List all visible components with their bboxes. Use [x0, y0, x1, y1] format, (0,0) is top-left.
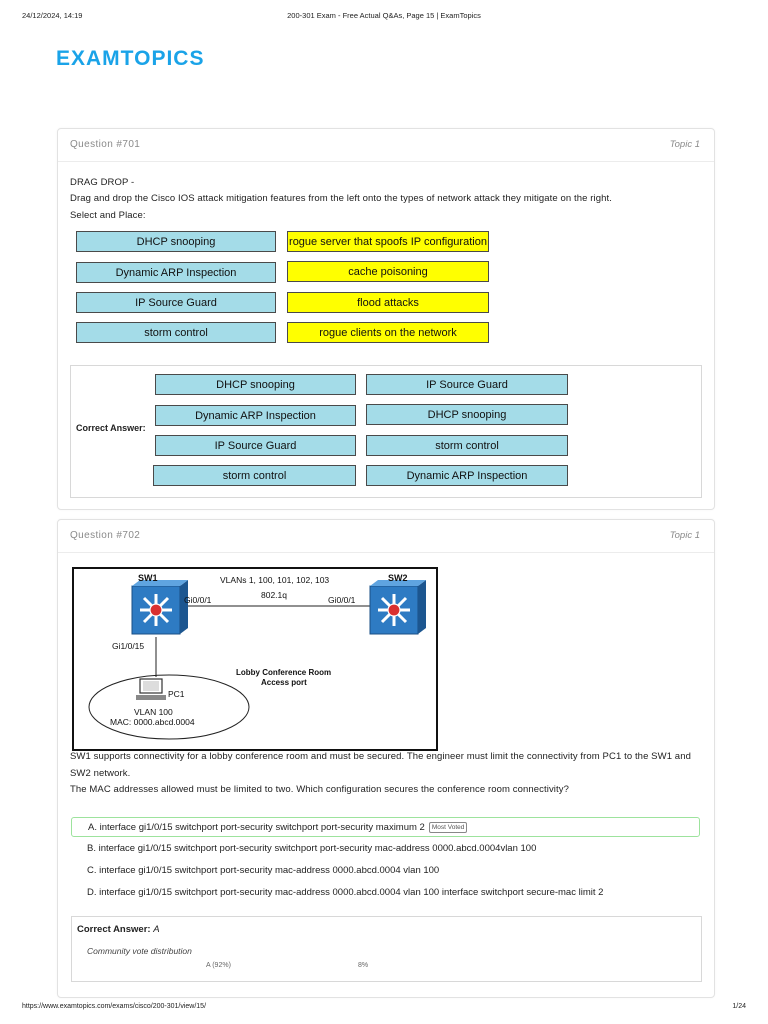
choice-text: A. interface gi1/0/15 switchport port-security switchport port-security maximum 2 — [88, 821, 425, 833]
question-type: DRAG DROP - — [70, 177, 135, 188]
choice-a[interactable] — [71, 817, 700, 837]
examtopics-logo[interactable] — [56, 46, 204, 72]
question-text-line: SW2 network. — [70, 768, 131, 779]
question-card-701 — [57, 128, 715, 510]
sw2-switch-icon — [370, 580, 426, 634]
vote-a-percent: A (92%) — [206, 962, 231, 969]
answer-right-item: Dynamic ARP Inspection — [366, 465, 568, 486]
pc-icon — [136, 679, 166, 700]
correct-answer-panel — [70, 365, 702, 498]
choice-text: D. interface gi1/0/15 switchport port-security mac-address 0000.abcd.0004 vlan 100 interface switchport secure-mac limit 2 — [87, 886, 604, 898]
topic-label: Topic 1 — [669, 139, 700, 150]
print-title: 200-301 Exam - Free Actual Q&As, Page 15 | ExamTopics — [287, 11, 481, 20]
answer-right-item: IP Source Guard — [366, 374, 568, 395]
drop-target[interactable]: flood attacks — [287, 292, 489, 313]
drop-target[interactable]: rogue server that spoofs IP configuration — [287, 231, 489, 252]
choice-b[interactable] — [71, 838, 700, 858]
sw1-label: SW1 — [138, 573, 158, 583]
question-text-line: The MAC addresses allowed must be limited to two. Which configuration secures the conference room connectivity? — [70, 784, 569, 795]
drop-target[interactable]: rogue clients on the network — [287, 322, 489, 343]
answer-right-item: DHCP snooping — [366, 404, 568, 425]
access-port-label: Gi1/0/15 — [112, 641, 145, 651]
choice-d[interactable] — [71, 882, 700, 902]
question-card-702 — [57, 519, 715, 998]
answer-left-item: Dynamic ARP Inspection — [155, 405, 356, 426]
sw2-port-label: Gi0/0/1 — [328, 595, 356, 605]
network-diagram — [72, 567, 438, 751]
question-header — [58, 129, 714, 162]
vote-other-percent: 8% — [358, 962, 369, 969]
sw1-switch-icon — [132, 580, 188, 634]
question-text-line: SW1 supports connectivity for a lobby conference room and must be secured. The engineer must limit the connectivity from PC1 to the SW1 and — [70, 751, 691, 762]
sw1-port-label: Gi0/0/1 — [184, 595, 212, 605]
choice-text: B. interface gi1/0/15 switchport port-security switchport port-security mac-address 0000.abcd.0004vlan 100 — [87, 842, 537, 854]
trunk-label: 802.1q — [261, 590, 287, 600]
correct-answer-line — [77, 924, 160, 935]
answer-left-item: storm control — [153, 465, 356, 486]
access-port-type-label: Access port — [261, 678, 307, 687]
question-header — [58, 520, 714, 553]
topic-label: Topic 1 — [669, 530, 700, 541]
pc-label: PC1 — [168, 689, 185, 699]
correct-answer-value: A — [153, 924, 160, 935]
choice-text: C. interface gi1/0/15 switchport port-security mac-address 0000.abcd.0004 vlan 100 — [87, 864, 440, 876]
question-instruction: Drag and drop the Cisco IOS attack mitigation features from the left onto the types of network attack they mitigate on the right. — [70, 193, 613, 204]
answer-left-item: DHCP snooping — [155, 374, 356, 395]
question-number: Question #701 — [70, 139, 141, 150]
community-vote-label: Community vote distribution — [87, 946, 192, 956]
print-page-number: 1/24 — [732, 1003, 746, 1010]
drag-item[interactable]: Dynamic ARP Inspection — [76, 262, 276, 283]
drag-item[interactable]: DHCP snooping — [76, 231, 276, 252]
select-place-label: Select and Place: — [70, 210, 146, 221]
question-number: Question #702 — [70, 530, 141, 541]
sw2-label: SW2 — [388, 573, 408, 583]
print-url: https://www.examtopics.com/exams/cisco/200-301/view/15/ — [22, 1003, 207, 1010]
answer-right-item: storm control — [366, 435, 568, 456]
drag-item[interactable]: IP Source Guard — [76, 292, 276, 313]
answer-left-item: IP Source Guard — [155, 435, 356, 456]
choice-c[interactable] — [71, 860, 700, 880]
drop-target[interactable]: cache poisoning — [287, 261, 489, 282]
vlans-label: VLANs 1, 100, 101, 102, 103 — [220, 575, 330, 585]
mac-label: MAC: 0000.abcd.0004 — [110, 717, 195, 727]
most-voted-badge: Most Voted — [429, 822, 468, 833]
correct-answer-label: Correct Answer: — [77, 924, 151, 935]
print-datetime: 24/12/2024, 14:19 — [22, 11, 83, 20]
correct-answer-box — [71, 916, 702, 982]
logo-text: EXAMTOPICS — [56, 47, 205, 70]
drag-item[interactable]: storm control — [76, 322, 276, 343]
vlan-label: VLAN 100 — [134, 707, 173, 717]
room-label: Lobby Conference Room — [236, 668, 332, 677]
correct-answer-label: Correct Answer: — [76, 423, 146, 433]
